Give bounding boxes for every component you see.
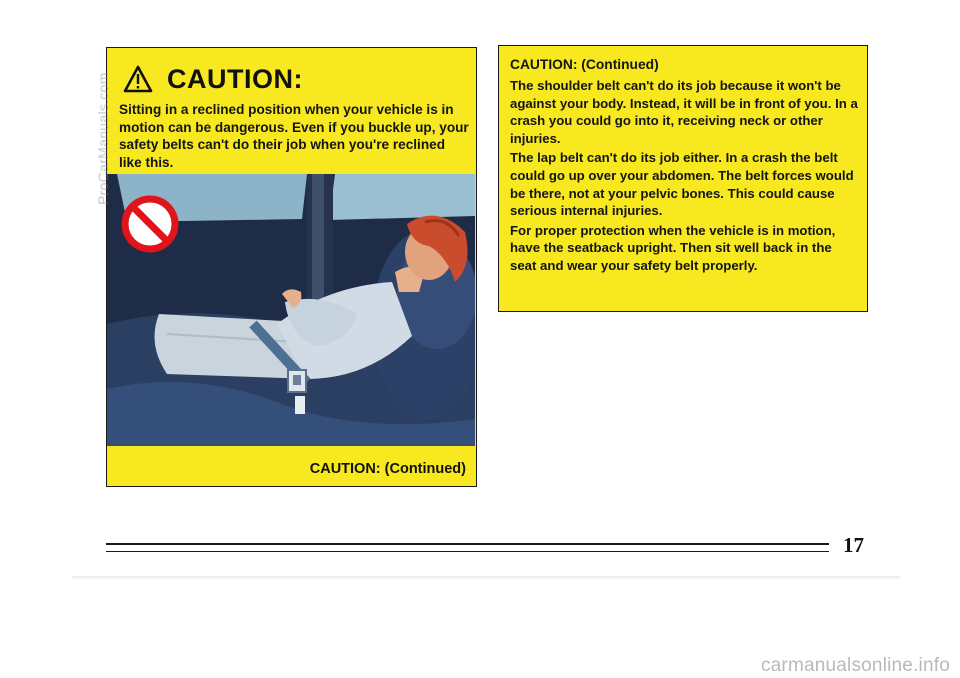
footer-rule-top [106,543,829,545]
prohibition-icon [123,197,177,251]
side-watermark: ProCarManuals.com [95,72,111,205]
caution-paragraph-lap-belt: The lap belt can't do its job either. In a crash the belt could go up over your abdomen. The belt forces would be there, not at your pelvic bones. This could cause serious internal injuries. [510,150,854,219]
caution-heading [123,62,303,96]
footer-watermark: carmanualsonline.info [760,655,950,676]
caution-box-left [106,47,477,487]
page-number: 17 [843,533,864,557]
caution-title: CAUTION: [167,63,303,94]
caution-body-text [119,101,469,171]
caution-paragraph-proper-protection: For proper protection when the vehicle is in motion, have the seatback upright. Then sit well back in the seat and wear your safety belt properly. [510,222,836,273]
caution-continued-label: CAUTION: (Continued) [309,461,466,477]
caution-paragraph-shoulder-belt: The shoulder belt can't do its job because it won't be against your body. Instead, it will be in front of you. In a crash you could go into it, receiving neck or other injuries. [510,78,858,146]
page-shadow [72,576,900,580]
caution-continued-header: CAUTION: (Continued) [510,57,659,72]
reclined-passenger-illustration [107,174,475,446]
warning-triangle-icon [123,65,153,93]
footer-rule-bottom [106,551,829,552]
caution-body-paragraph: Sitting in a reclined position when your vehicle is in motion can be dangerous. Even if you buckle up, your safety belts can't do their job when you're reclined like this. [119,102,469,170]
caution-box-right [498,45,868,312]
caution-continued-content [510,56,860,277]
